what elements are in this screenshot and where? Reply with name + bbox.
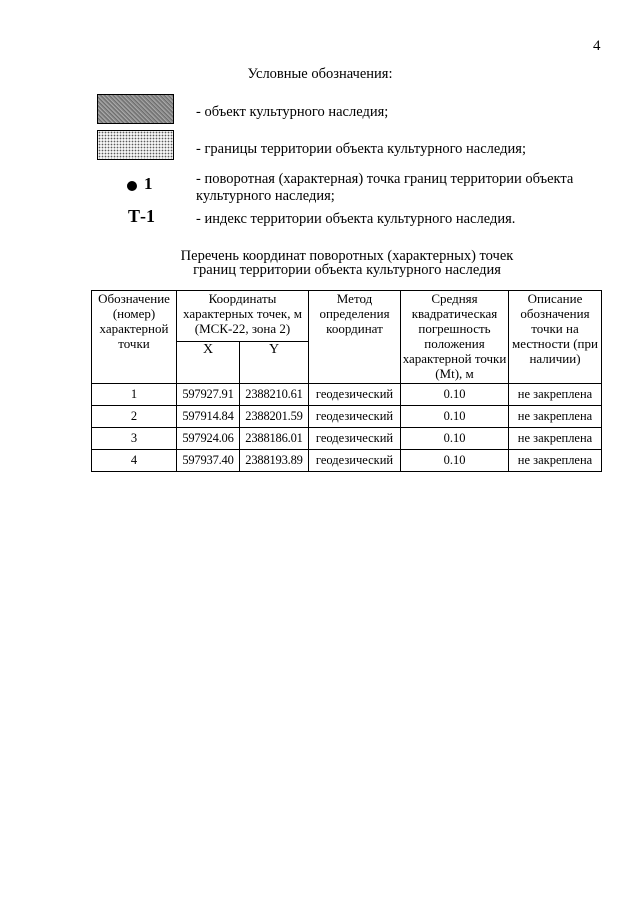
header-mean-error: Средняя квадратическая погрешность положения характерной точки (Mt), м <box>401 291 509 384</box>
cell-description: не закреплена <box>509 384 602 406</box>
cell-point-number: 3 <box>92 428 177 450</box>
cell-y: 2388201.59 <box>240 406 309 428</box>
legend-text-territory-index: - индекс территории объекта культурного наследия. <box>196 211 516 227</box>
table-row <box>92 450 602 472</box>
table-title-line-1: Перечень координат поворотных (характерных) точек <box>180 248 514 264</box>
page-number: 4 <box>593 38 601 54</box>
header-point-number: Обозначение (номер) характерной точки <box>92 291 177 384</box>
table-row <box>92 406 602 428</box>
table-title-line-2: границ территории объекта культурного наследия <box>193 262 501 278</box>
cell-x: 597927.91 <box>177 384 240 406</box>
cell-method: геодезический <box>309 428 401 450</box>
cell-mean-error: 0.10 <box>401 384 509 406</box>
cell-description: не закреплена <box>509 450 602 472</box>
heritage-object-swatch-icon <box>97 94 174 124</box>
cell-point-number: 4 <box>92 450 177 472</box>
table-row <box>92 428 602 450</box>
cell-mean-error: 0.10 <box>401 406 509 428</box>
cell-y: 2388186.01 <box>240 428 309 450</box>
cell-point-number: 2 <box>92 406 177 428</box>
territory-index-symbol: Т-1 <box>128 206 155 226</box>
legend-title: Условные обозначения: <box>247 66 393 82</box>
cell-x: 597914.84 <box>177 406 240 428</box>
turning-point-symbol <box>127 176 167 198</box>
cell-description: не закреплена <box>509 428 602 450</box>
header-y: Y <box>240 342 309 384</box>
cell-point-number: 1 <box>92 384 177 406</box>
coordinates-table <box>91 290 602 472</box>
turning-point-label: 1 <box>144 174 153 193</box>
cell-description: не закреплена <box>509 406 602 428</box>
header-description: Описание обозначения точки на местности (при наличии) <box>509 291 602 384</box>
cell-y: 2388210.61 <box>240 384 309 406</box>
turning-point-dot-icon <box>127 181 137 191</box>
table-row <box>92 384 602 406</box>
legend-text-heritage-object: - объект культурного наследия; <box>196 104 389 120</box>
cell-method: геодезический <box>309 406 401 428</box>
cell-mean-error: 0.10 <box>401 428 509 450</box>
header-x: X <box>177 342 240 384</box>
table-title <box>0 249 640 277</box>
cell-method: геодезический <box>309 450 401 472</box>
header-coordinates: Координаты характерных точек, м (МСК-22, зона 2) <box>177 291 309 342</box>
territory-boundary-swatch-icon <box>97 130 174 160</box>
header-method: Метод определения координат <box>309 291 401 384</box>
cell-method: геодезический <box>309 384 401 406</box>
cell-x: 597924.06 <box>177 428 240 450</box>
legend-text-territory-boundary: - границы территории объекта культурного наследия; <box>196 141 526 157</box>
legend-text-turning-point: - поворотная (характерная) точка границ территории объекта культурного наследия; <box>196 171 574 204</box>
cell-mean-error: 0.10 <box>401 450 509 472</box>
cell-x: 597937.40 <box>177 450 240 472</box>
cell-y: 2388193.89 <box>240 450 309 472</box>
